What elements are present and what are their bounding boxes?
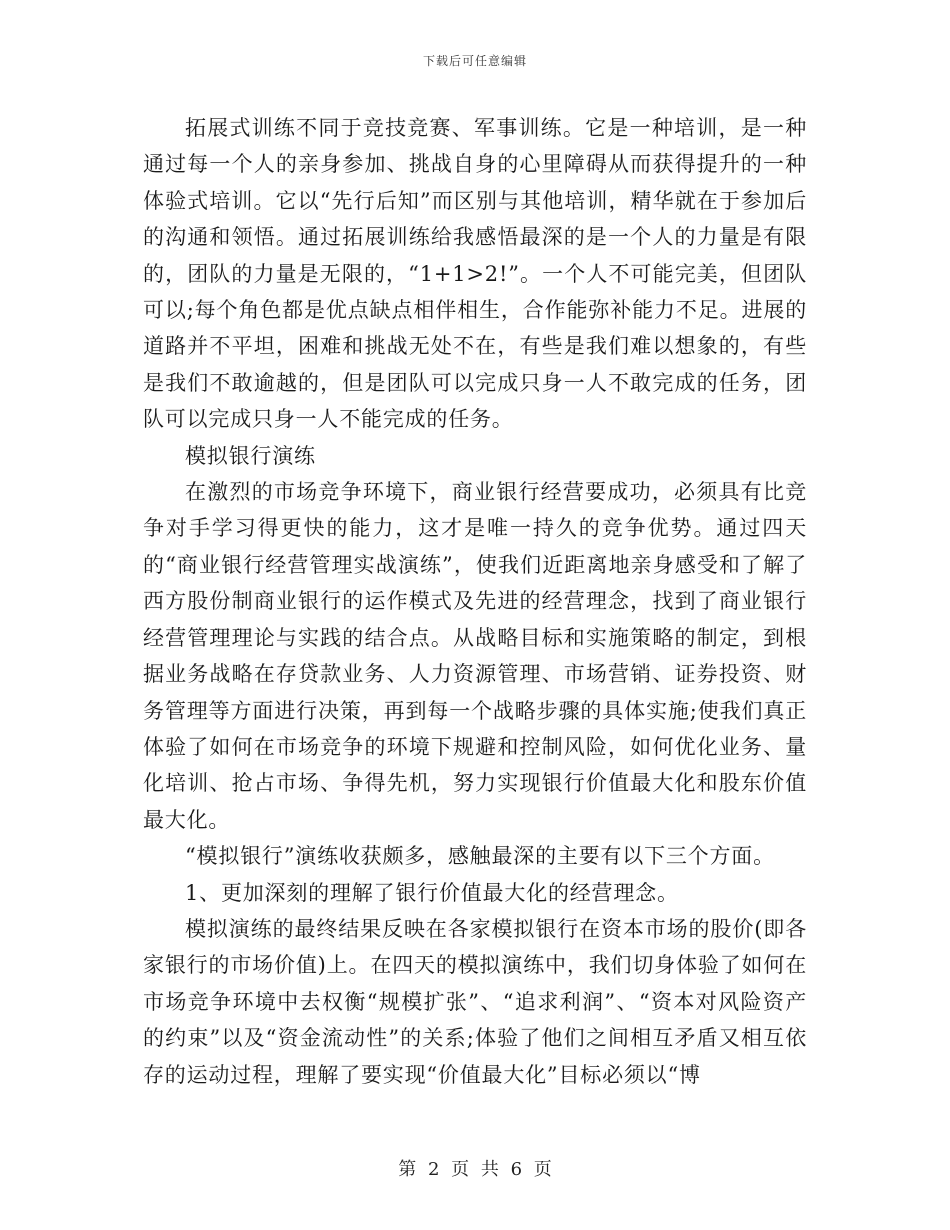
page-footer-number: 第 2 页 共 6 页 <box>398 1159 552 1180</box>
paragraph-harvest-summary: “模拟银行”演练收获颇多，感触最深的主要有以下三个方面。 <box>185 844 775 869</box>
paragraph-point-one: 1、更加深刻的理解了银行价值最大化的经营理念。 <box>185 880 679 905</box>
paragraph-outward-training: 拓展式训练不同于竞技竞赛、军事训练。它是一种培训，是一种通过每一个人的亲身参加、挑战自身的心里障碍从而获得提升的一种体验式培训。它以“先行后知”而区别与其他培训，精华就在于参加后的沟通和领悟。通过拓展训练给我感悟最深的是一个人的力量是有限的，团队的力量是无限的，“1+1>2!”。一个人不可能完美，但团队可以;每个角色都是优点缺点相伴相生，合作能弥补能力不足。进展的道路并不平坦，困难和挑战无处不在，有些是我们难以想象的，有些是我们不敢逾越的，但是团队可以完成只身一人不敢完成的任务，团队可以完成只身一人不能完成的任务。 <box>143 116 807 432</box>
paragraph-simulation-result: 模拟演练的最终结果反映在各家模拟银行在资本市场的股价(即各家银行的市场价值)上。在四天的模拟演练中，我们切身体验了如何在市场竞争环境中去权衡“规模扩张”、“追求利润”、“资本对风险资产的约束”以及“资金流动性”的关系;体验了他们之间相互矛盾又相互依存的运动过程，理解了要实现“价值最大化”目标必须以“博 <box>143 916 807 1087</box>
paragraph-bank-competition: 在激烈的市场竞争环境下，商业银行经营要成功，必须具有比竞争对手学习得更快的能力，这才是唯一持久的竞争优势。通过四天的“商业银行经营管理实战演练”，使我们近距离地亲身感受和了解了西方股份制商业银行的运作模式及先进的经营理念，找到了商业银行经营管理理论与实践的结合点。从战略目标和实施策略的制定，到根据业务战略在存贷款业务、人力资源管理、市场营销、证券投资、财务管理等方面进行决策，再到每一个战略步骤的具体实施;使我们真正体验了如何在市场竞争的环境下规避和控制风险，如何优化业务、量化培训、抢占市场、争得先机，努力实现银行价值最大化和股东价值最大化。 <box>143 480 807 832</box>
document-body <box>143 110 807 1093</box>
section-heading-bank-simulation: 模拟银行演练 <box>185 443 316 468</box>
page-header: 下载后可任意编辑 <box>422 54 527 68</box>
